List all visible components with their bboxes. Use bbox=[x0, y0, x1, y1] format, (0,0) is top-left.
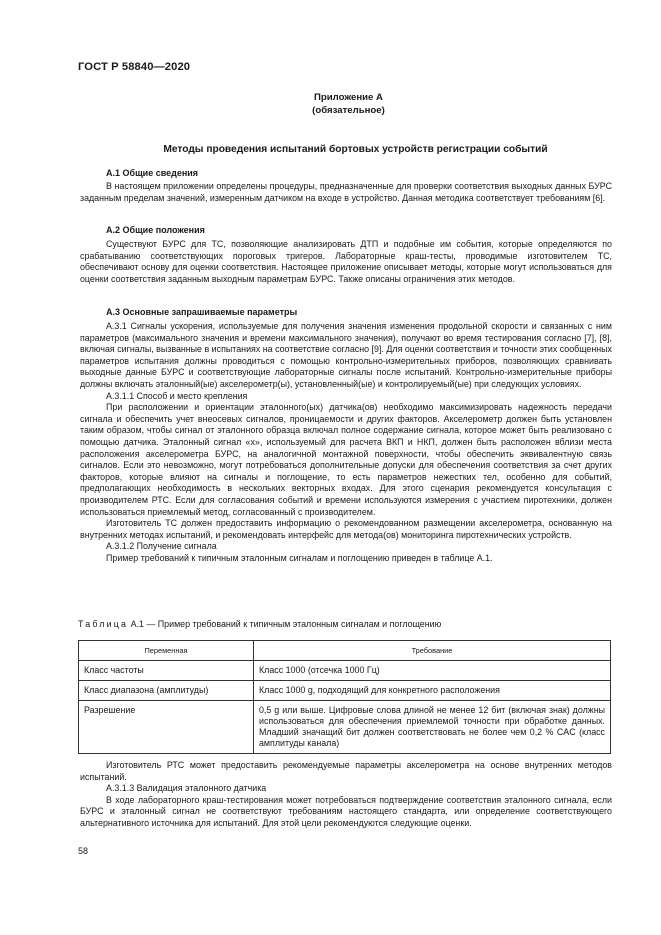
table-cell: Разрешение bbox=[79, 701, 254, 754]
table-caption bbox=[78, 619, 441, 629]
table-header-row bbox=[79, 641, 611, 661]
paragraph: В ходе лабораторного краш-тестирования может потребоваться подтверждение соответствия эталонного сигнала, если БУРС и эталонный сигнал не соответствуют требованиям настоящего стандарта, или определение соответствующего альтернативного источника для испытаний. Для этой цели рекомендуются следующие оценки. bbox=[80, 794, 612, 828]
section-a3-heading: А.3 Основные запрашиваемые параметры bbox=[106, 307, 298, 317]
section-a2-heading: А.2 Общие положения bbox=[106, 225, 205, 235]
table-caption-label: Таблица bbox=[78, 619, 129, 629]
paragraph: А.3.1 Сигналы ускорения, используемые для получения значения изменения продольной скорости и связанных с ним параметров (максимального значения и времени максимального значения), получают во время тестирования согласно [7], [8], включая сигналы, вызванные в испытаниях на соответствие согласно [9]. Для оценки соответствия и точности этих сообщенных параметров испытания должны проводиться с помощью контрольно-измерительных приборов, позволяющих сравнивать выходные данные БУРС и соответствующие лабораторные сигналы после испытаний. Контрольно-измерительные приборы должны включать эталонный(ые) акселерометр(ы), установленный(ые) и контролируемый(ые) при следующих условиях. bbox=[80, 321, 612, 389]
subsection-a312-heading: А.3.1.2 Получение сигнала bbox=[106, 541, 217, 552]
paragraph: Изготовитель ТС должен предоставить информацию о рекомендованном размещении акселерометра, основанную на внутренних методах испытаний, и рекомендовать интерфейс для метода(ов) мониторинга пиротехнических устройств. bbox=[80, 518, 612, 540]
appendix-title: Приложение А bbox=[314, 92, 383, 103]
section-a1-heading: А.1 Общие сведения bbox=[106, 168, 199, 178]
standard-header: ГОСТ Р 58840—2020 bbox=[78, 61, 191, 73]
paragraph: В настоящем приложении определены процедуры, предназначенные для проверки соответствия выходных данных БУРС заданным пределам значений, измеренным датчиком на входе в устройство. Данная методика соответствует требованиям [6]. bbox=[80, 181, 612, 203]
main-title: Методы проведения испытаний бортовых устройств регистрации событий bbox=[163, 144, 548, 155]
table-caption-text: А.1 — Пример требований к типичным эталонным сигналам и поглощению bbox=[130, 619, 442, 629]
paragraph: При расположении и ориентации эталонного(ых) датчика(ов) необходимо максимизировать надежность передачи сигнала и обеспечить учет внеосевых сигналов, проницаемости и других факторов. Акселерометр должен быть установлен таким образом, чтобы сигнал от эталонного образца включал полное содержание сигнала, которое может быть реализовано с помощью датчика. Эталонный сигнал «x», используемый для расчета ВКП и НКП, должен быть расположен вблизи места расположения акселерометра БУРС, на аналогичной монтажной поверхности, чтобы обеспечить эквивалентную связь сигналов. Если это невозможно, могут потребоваться дополнительные допуски для обеспечения соответствия за счет других факторов, которые влияют на сигналы и поглощение, то есть параметров нежестких тел, особенно для событий, предполагающих необходимость в нескольких векторных входах. Для этого сценария рекомендуется консультация с производителем РТС. Если для согласования событий и времени используются измерения с участием пиротехники, должен использоваться приемлемый метод, согласованный с производителем. bbox=[80, 402, 612, 517]
paragraph: Существуют БУРС для ТС, позволяющие анализировать ДТП и подобные им события, которые определяются по срабатыванию соответствующих пороговых тригеров. Лабораторные краш-тесты, проводимые изготовителем ТС, обеспечивают основу для оценки соответствия. Настоящее приложение описывает методы, которые могут использоваться для оценки соответствия заданным выходным параметрам БУРС. Также описаны ограничения этих методов. bbox=[80, 239, 612, 284]
table-cell: Класс частоты bbox=[79, 661, 254, 681]
requirements-table bbox=[78, 640, 611, 754]
appendix-status: (обязательное) bbox=[312, 105, 385, 116]
table-cell: Класс 1000 g, подходящий для конкретного расположения bbox=[254, 681, 611, 701]
subsection-a313-heading: А.3.1.3 Валидация эталонного датчика bbox=[106, 783, 267, 794]
section-a1-body bbox=[80, 181, 612, 204]
table-header-cell: Переменная bbox=[79, 641, 254, 661]
table-cell: Класс 1000 (отсечка 1000 Гц) bbox=[254, 661, 611, 681]
paragraph: Пример требований к типичным эталонным сигналам и поглощению приведен в таблице А.1. bbox=[106, 552, 493, 563]
section-a2-body bbox=[80, 239, 612, 285]
paragraph: Изготовитель РТС может предоставить рекомендуемые параметры акселерометра на основе внутренних методов испытаний. bbox=[80, 760, 612, 782]
subsection-a311-heading: А.3.1.1 Способ и место крепления bbox=[106, 390, 248, 401]
page-number: 58 bbox=[78, 846, 89, 856]
table-row bbox=[79, 661, 611, 681]
table-row bbox=[79, 681, 611, 701]
table-cell: Класс диапазона (амплитуды) bbox=[79, 681, 254, 701]
section-a3-body bbox=[80, 321, 612, 564]
table-header-cell: Требование bbox=[254, 641, 611, 661]
table-cell: 0,5 g или выше. Цифровые слова длиной не менее 12 бит (включая знак) должны использоваться для обеспечения приемлемой точности при обработке данных. Младший значащий бит должен соответствовать не более чем 0,2 % CAC (класс амплитуды канала) bbox=[254, 701, 611, 754]
table-row bbox=[79, 701, 611, 754]
after-table-body bbox=[80, 760, 612, 830]
